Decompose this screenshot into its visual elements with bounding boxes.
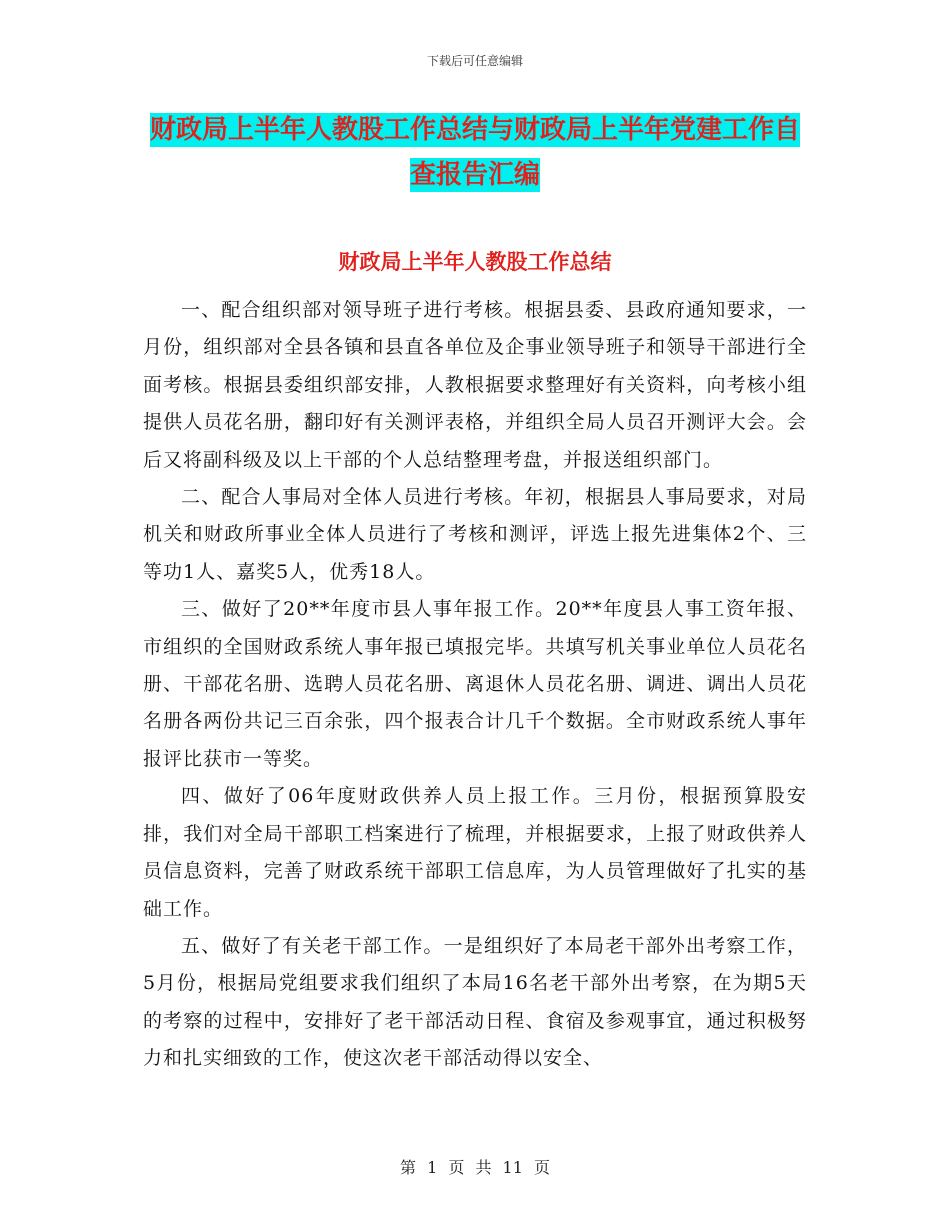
page-number: 第 1 页 共 11 页: [400, 1158, 550, 1177]
header-note: 下载后可任意编辑: [426, 54, 523, 68]
document-title: [140, 108, 810, 198]
paragraph-5: 五、做好了有关老干部工作。一是组织好了本局老干部外出考察工作，5月份，根据局党组要求我们组织了本局16名老干部外出考察，在为期5天的考察的过程中，安排好了老干部活动日程、食宿及参观事宜，通过积极努力和扎实细致的工作，使这次老干部活动得以安全、: [143, 934, 807, 1070]
document-title-text: 财政局上半年人教股工作总结与财政局上半年党建工作自查报告汇编: [149, 115, 800, 190]
paragraph-4: 四、做好了06年度财政供养人员上报工作。三月份，根据预算股安排，我们对全局干部职工档案进行了梳理，并根据要求，上报了财政供养人员信息资料，完善了财政系统干部职工信息库，为人员管理做好了扎实的基础工作。: [143, 785, 807, 920]
document-body: [143, 292, 807, 1078]
paragraph-1: 一、配合组织部对领导班子进行考核。根据县委、县政府通知要求，一月份，组织部对全县各镇和县直各单位及企事业领导班子和领导干部进行全面考核。根据县委组织部安排，人教根据要求整理好有关资料，向考核小组提供人员花名册，翻印好有关测评表格，并组织全局人员召开测评大会。会后又将副科级及以上干部的个人总结整理考盘，并报送组织部门。: [143, 299, 807, 471]
section-title: 财政局上半年人教股工作总结: [338, 250, 612, 274]
paragraph-3: 三、做好了20**年度市县人事年报工作。20**年度县人事工资年报、市组织的全国财政系统人事年报已填报完毕。共填写机关事业单位人员花名册、干部花名册、选聘人员花名册、离退休人员花名册、调进、调出人员花名册各两份共记三百余张，四个报表合计几千个数据。全市财政系统人事年报评比获市一等奖。: [143, 598, 807, 770]
paragraph-2: 二、配合人事局对全体人员进行考核。年初，根据县人事局要求，对局机关和财政所事业全体人员进行了考核和测评，评选上报先进集体2个、三等功1人、嘉奖5人，优秀18人。: [143, 486, 807, 583]
